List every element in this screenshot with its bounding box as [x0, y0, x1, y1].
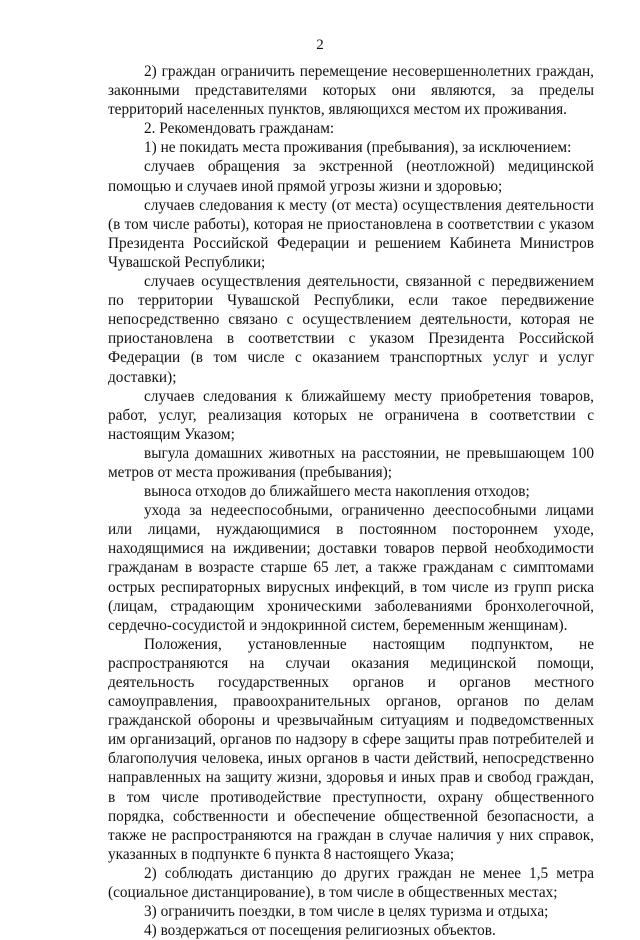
paragraph: 1) не покидать места проживания (пребывания), за исключением:	[144, 139, 572, 157]
paragraph: случаев следования к месту (от места) осуществления деятельности (в том числе работы), которая не приостановлена в соответствии с указом Президента Российской Федерации и решением Кабинета Министров Чувашской Республики;	[108, 196, 594, 271]
document-body	[108, 62, 594, 940]
paragraph: 2. Рекомендовать гражданам:	[144, 120, 335, 138]
page-number: 2	[316, 37, 324, 53]
paragraph: 4) воздержаться от посещения религиозных объектов.	[144, 922, 496, 940]
paragraph: выгула домашних животных на расстоянии, не превышающем 100 метров от места проживания (пребывания);	[108, 444, 594, 481]
paragraph: 3) ограничить поездки, в том числе в целях туризма и отдыха;	[144, 903, 549, 921]
paragraph: случаев следования к ближайшему месту приобретения товаров, работ, услуг, реализация которых не ограничена в соответствии с настоящим Указом;	[108, 387, 594, 443]
paragraph: случаев обращения за экстренной (неотложной) медицинской помощью и случаев иной прямой угрозы жизни и здоровью;	[108, 158, 594, 195]
paragraph: случаев осуществления деятельности, связанной с передвижением по территории Чувашской Республики, если такое передвижение непосредственно связано с осуществлением деятельности, которая не приостановлена в соответствии с указом Президента Российской Федерации (в том числе с оказанием транспортных услуг и услуг доставки);	[108, 273, 594, 386]
paragraph: 2) граждан ограничить перемещение несовершеннолетних граждан, законными представителями которых они являются, за пределы территорий населенных пунктов, являющихся местом их проживания.	[108, 63, 594, 119]
paragraph: 2) соблюдать дистанцию до других граждан не менее 1,5 метра (социальное дистанцирование), в том числе в общественных местах;	[108, 864, 594, 902]
paragraph: Положения, установленные настоящим подпунктом, не распространяются на случаи оказания медицинской помощи, деятельность государственных органов и органов местного самоуправления, правоохранительных органов, органов по делам гражданской обороны и чрезвычайным ситуациям и подведомственных им организаций, органов по надзору в сфере защиты прав потребителей и благополучия человека, иных органов в части действий, непосредственно направленных на защиту жизни, здоровья и иных прав и свобод граждан, в том числе противодействие преступности, охрану общественного порядка, собственности и обеспечение общественной безопасности, а также не распространяются на граждан в случае наличия у них справок, указанных в подпункте 6 пункта 8 настоящего Указа;	[108, 635, 594, 863]
paragraph: выноса отходов до ближайшего места накопления отходов;	[144, 483, 530, 501]
paragraph: ухода за недееспособными, ограниченно дееспособными лицами или лицами, нуждающимися в постоянном постороннем уходе, находящимися на иждивении; доставки товаров первой необходимости гражданам в возрасте старше 65 лет, а также гражданам с симптомами острых респираторных вирусных инфекций, в том числе из групп риска (лицам, страдающим хроническими заболеваниями бронхолегочной, сердечно-сосудистой и эндокринной систем, беременным женщинам).	[108, 502, 594, 634]
